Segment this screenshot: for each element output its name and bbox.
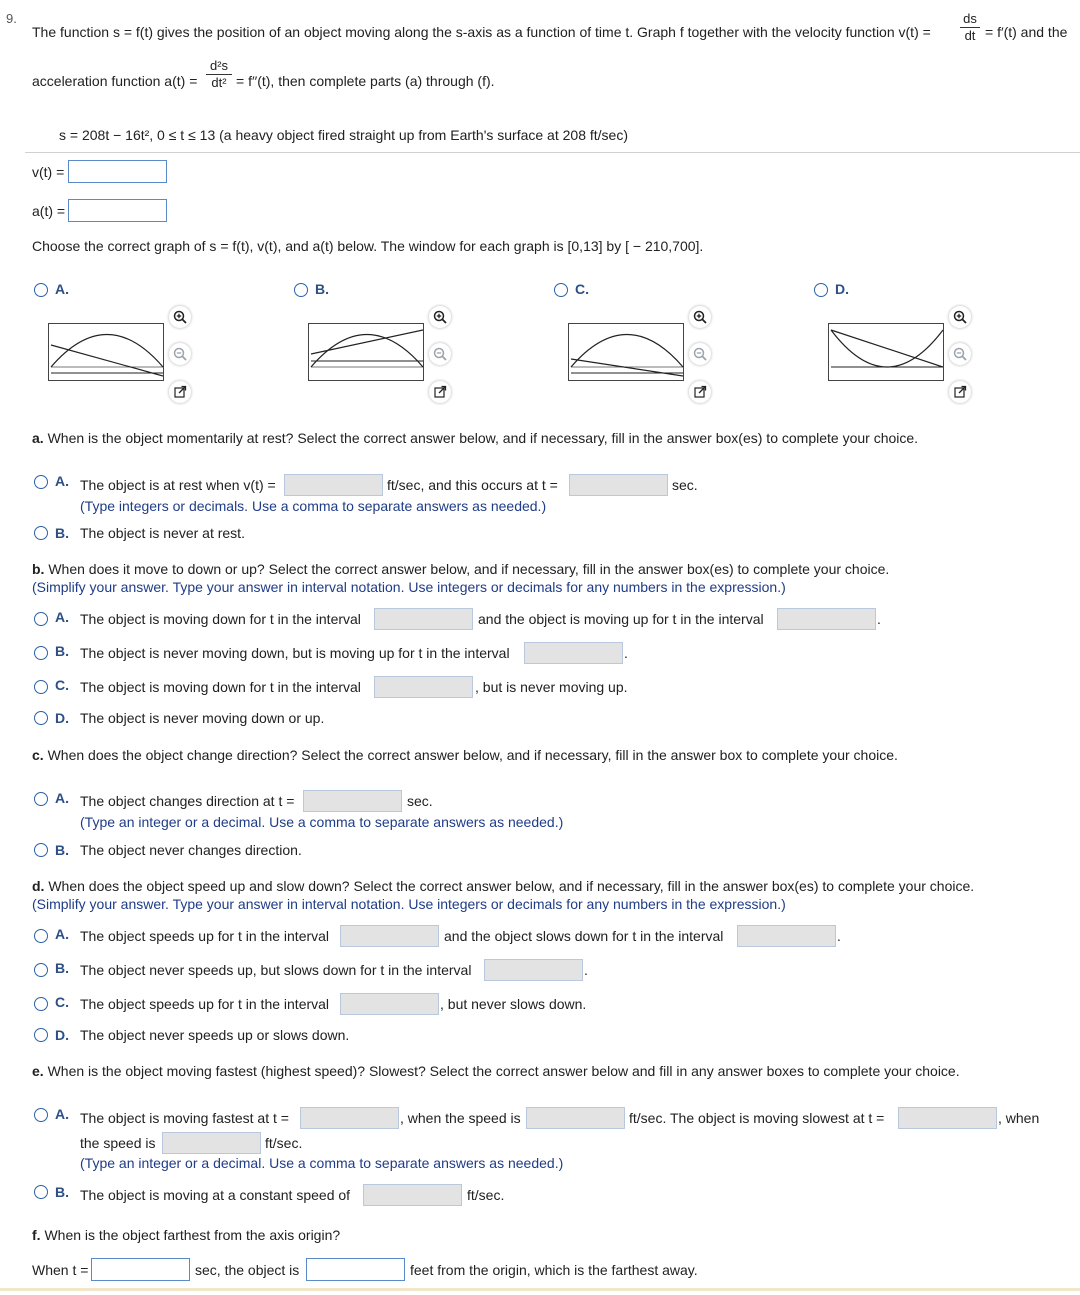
part-d-option-c-text2: , but never slows down. — [440, 996, 587, 1012]
part-d-option-d-letter: D. — [55, 1027, 69, 1043]
part-f-prompt: f. When is the object farthest from the axis origin? — [32, 1227, 341, 1243]
part-a-option-b-text: The object is never at rest. — [80, 525, 245, 541]
part-d-option-c-interval-input[interactable] — [340, 993, 439, 1015]
part-c-prompt: c. When does the object change direction? Select the correct answer below, and if necessary, fill in the answer box to complete your choice. — [32, 747, 898, 763]
graph-a-velocity-line — [51, 345, 163, 376]
part-b-prompt: b. When does it move to down or up? Select the correct answer below, and if necessary, fill in the answer box(es) to complete your choice. — [32, 561, 890, 577]
graph-option-b-letter: B. — [315, 281, 329, 297]
part-a-option-a-text2: ft/sec, and this occurs at t = — [387, 477, 558, 493]
part-d-option-a-text3: . — [837, 928, 841, 944]
part-e-option-a-radio[interactable] — [34, 1108, 48, 1122]
part-d-option-c-letter: C. — [55, 994, 69, 1010]
intro-line2: acceleration function a(t) = — [32, 73, 198, 89]
part-d-option-b-letter: B. — [55, 960, 69, 976]
part-a-velocity-input[interactable] — [284, 474, 383, 496]
part-b-hint: (Simplify your answer. Type your answer in interval notation. Use integers or decimals for any numbers in the expression.) — [32, 579, 786, 595]
part-d-prompt: d. When does the object speed up and slow down? Select the correct answer below, and if necessary, fill in the answer box(es) to complete your choice. — [32, 878, 975, 894]
part-b-option-a-letter: A. — [55, 609, 69, 625]
graph-option-c-letter: C. — [575, 281, 589, 297]
d2s-numerator: d²s — [209, 58, 229, 73]
part-c-option-b-letter: B. — [55, 842, 69, 858]
graph-b-thumbnail[interactable] — [308, 323, 424, 381]
part-f-prompt-text: When is the object farthest from the axis origin? — [40, 1227, 341, 1243]
part-e-option-a-text2: , when the speed is — [400, 1110, 521, 1126]
part-b-option-b-radio[interactable] — [34, 646, 48, 660]
part-e-prompt-text: When is the object moving fastest (highest speed)? Slowest? Select the correct answer below and fill in any answer boxes to complete your choice. — [43, 1063, 960, 1079]
vt-input[interactable] — [68, 160, 167, 183]
intro-line1: The function s = f(t) gives the position of an object moving along the s-axis as a function of time t. Graph f together with the velocity function v(t) = — [32, 24, 931, 40]
graph-c-zoom-out-icon[interactable] — [689, 343, 711, 365]
part-f-time-input[interactable] — [91, 1258, 190, 1281]
part-c-prompt-text: When does the object change direction? Select the correct answer below, and if necessary, fill in the answer box to complete your choice. — [43, 747, 898, 763]
graph-a-zoom-out-icon[interactable] — [169, 343, 191, 365]
part-e-option-b-text1: The object is moving at a constant speed of — [80, 1187, 351, 1203]
part-d-option-c-text1: The object speeds up for t in the interval — [80, 996, 330, 1012]
part-b-option-b-letter: B. — [55, 643, 69, 659]
part-d-option-a-letter: A. — [55, 926, 69, 942]
part-b-option-c-letter: C. — [55, 677, 69, 693]
intro-line1-end: = f′(t) and the — [985, 24, 1068, 40]
at-input[interactable] — [68, 199, 167, 222]
part-e-fastest-time-input[interactable] — [300, 1107, 399, 1129]
graph-b-enlarge-icon[interactable] — [429, 381, 451, 403]
part-c-option-a-letter: A. — [55, 790, 69, 806]
part-e-constant-speed-input[interactable] — [363, 1184, 462, 1206]
part-d-option-b-text1: The object never speeds up, but slows down for t in the interval — [80, 962, 472, 978]
ds-numerator: ds — [963, 11, 977, 26]
part-e-option-a-text6: ft/sec. — [265, 1135, 303, 1151]
graph-c-thumbnail[interactable] — [568, 323, 684, 381]
ds-dt-fraction — [960, 12, 980, 43]
part-e-option-b-text2: ft/sec. — [467, 1187, 505, 1203]
part-d-option-c-radio[interactable] — [34, 997, 48, 1011]
graph-prompt: Choose the correct graph of s = f(t), v(t), and a(t) below. The window for each graph is [0,13] by [ − 210,700]. — [32, 238, 704, 254]
graph-d-enlarge-icon[interactable] — [949, 381, 971, 403]
intro-line2-end: = f′′(t), then complete parts (a) through (f). — [236, 73, 495, 89]
part-e-hint: (Type an integer or a decimal. Use a comma to separate answers as needed.) — [80, 1155, 564, 1171]
graph-c-zoom-in-icon[interactable] — [689, 306, 711, 328]
part-e-option-b-letter: B. — [55, 1184, 69, 1200]
part-e-prompt: e. When is the object moving fastest (highest speed)? Slowest? Select the correct answer below and fill in any answer boxes to complete your choice. — [32, 1063, 960, 1079]
part-b-prompt-text: When does it move to down or up? Select the correct answer below, and if necessary, fill in the answer box(es) to complete your choice. — [44, 561, 890, 577]
footer-border — [0, 1288, 1080, 1291]
graph-option-a-radio[interactable] — [34, 283, 48, 297]
graph-option-b-radio[interactable] — [294, 283, 308, 297]
part-b-option-c-text1: The object is moving down for t in the interval — [80, 679, 361, 695]
part-b-option-a-text2: and the object is moving up for t in the interval — [478, 611, 764, 627]
part-d-option-d-radio[interactable] — [34, 1028, 48, 1042]
part-e-option-a-text5: the speed is — [80, 1135, 156, 1151]
part-b-down-interval-input[interactable] — [374, 608, 473, 630]
graph-option-c-radio[interactable] — [554, 283, 568, 297]
graph-a-position-curve — [51, 335, 163, 368]
graph-d-zoom-in-icon[interactable] — [949, 306, 971, 328]
question-number: 9. — [6, 11, 17, 26]
part-b-option-b-text2: . — [624, 645, 628, 661]
part-d-option-a-text1: The object speeds up for t in the interval — [80, 928, 330, 944]
part-c-option-b-radio[interactable] — [34, 843, 48, 857]
graph-c-enlarge-icon[interactable] — [689, 381, 711, 403]
part-e-slowest-speed-input[interactable] — [162, 1132, 261, 1154]
part-b-option-c-text2: , but is never moving up. — [475, 679, 628, 695]
part-b-option-b-interval-input[interactable] — [524, 642, 623, 664]
graph-option-d-letter: D. — [835, 281, 849, 297]
part-d-option-a-radio[interactable] — [34, 929, 48, 943]
part-b-option-a-radio[interactable] — [34, 612, 48, 626]
part-e-slowest-time-input[interactable] — [898, 1107, 997, 1129]
part-d-option-b-interval-input[interactable] — [484, 959, 583, 981]
graph-b-zoom-out-icon[interactable] — [429, 343, 451, 365]
part-b-option-c-interval-input[interactable] — [374, 676, 473, 698]
part-e-option-a-text4: , when — [998, 1110, 1040, 1126]
part-a-option-b-radio[interactable] — [34, 526, 48, 540]
dt-denominator: dt — [964, 28, 976, 43]
part-d-option-d-text: The object never speeds up or slows down. — [80, 1027, 350, 1043]
graph-a-enlarge-icon[interactable] — [169, 381, 191, 403]
part-f-text2: sec, the object is — [195, 1262, 300, 1278]
part-e-option-a-text1: The object is moving fastest at t = — [80, 1110, 289, 1126]
graph-a-zoom-in-icon[interactable] — [169, 306, 191, 328]
part-a-option-b-letter: B. — [55, 525, 69, 541]
part-a-prompt-text: When is the object momentarily at rest? Select the correct answer below, and if necessary, fill in the answer box(es) to complete your choice. — [43, 430, 919, 446]
dt2-denominator: dt² — [211, 75, 227, 90]
part-b-option-b-text1: The object is never moving down, but is moving up for t in the interval — [80, 645, 510, 661]
part-a-prompt: a. When is the object momentarily at rest? Select the correct answer below, and if necessary, fill in the answer box(es) to complete your choice. — [32, 430, 919, 446]
divider — [25, 152, 1080, 153]
part-e-option-a-text3: ft/sec. The object is moving slowest at t = — [629, 1110, 885, 1126]
part-a-option-a-letter: A. — [55, 473, 69, 489]
part-d-hint: (Simplify your answer. Type your answer in interval notation. Use integers or decimals for any numbers in the expression.) — [32, 896, 786, 912]
part-b-option-a-text3: . — [877, 611, 881, 627]
part-c-option-a-radio[interactable] — [34, 792, 48, 806]
part-f-distance-input[interactable] — [306, 1258, 405, 1281]
part-b-up-interval-input[interactable] — [777, 608, 876, 630]
part-d-prompt-text: When does the object speed up and slow down? Select the correct answer below, and if necessary, fill in the answer box(es) to complete your choice. — [44, 878, 975, 894]
part-c-option-a-text1: The object changes direction at t = — [80, 793, 295, 809]
graph-d-zoom-out-icon[interactable] — [949, 343, 971, 365]
part-e-option-b-radio[interactable] — [34, 1185, 48, 1199]
d2s-dt2-fraction — [206, 59, 232, 90]
part-e-option-a-letter: A. — [55, 1106, 69, 1122]
part-b-option-a-text1: The object is moving down for t in the interval — [80, 611, 361, 627]
at-label: a(t) = — [32, 203, 66, 219]
part-a-time-input[interactable] — [569, 474, 668, 496]
graph-option-d-radio[interactable] — [814, 283, 828, 297]
part-a-option-a-text1: The object is at rest when v(t) = — [80, 477, 276, 493]
part-c-time-input[interactable] — [303, 790, 402, 812]
graph-a-thumbnail[interactable] — [48, 323, 164, 381]
part-c-option-b-text: The object never changes direction. — [80, 842, 302, 858]
part-d-slowdown-interval-input[interactable] — [737, 925, 836, 947]
graph-option-a-letter: A. — [55, 281, 69, 297]
given-function: s = 208t − 16t², 0 ≤ t ≤ 13 (a heavy object fired straight up from Earth's surface at 208 ft/sec) — [59, 127, 628, 143]
part-c-option-a-text2: sec. — [407, 793, 433, 809]
part-b-option-d-letter: D. — [55, 710, 69, 726]
part-a-hint: (Type integers or decimals. Use a comma to separate answers as needed.) — [80, 498, 547, 514]
graph-d-thumbnail[interactable] — [828, 323, 944, 381]
part-b-option-c-radio[interactable] — [34, 680, 48, 694]
part-d-speedup-interval-input[interactable] — [340, 925, 439, 947]
part-d-option-b-text2: . — [584, 962, 588, 978]
part-b-option-d-radio[interactable] — [34, 711, 48, 725]
part-a-option-a-radio[interactable] — [34, 475, 48, 489]
part-f-text1: When t = — [32, 1262, 89, 1278]
part-f-text3: feet from the origin, which is the farthest away. — [410, 1262, 698, 1278]
part-d-option-b-radio[interactable] — [34, 963, 48, 977]
part-a-option-a-text3: sec. — [672, 477, 698, 493]
vt-label: v(t) = — [32, 164, 65, 180]
part-d-option-a-text2: and the object slows down for t in the interval — [444, 928, 724, 944]
part-c-hint: (Type an integer or a decimal. Use a comma to separate answers as needed.) — [80, 814, 564, 830]
part-e-fastest-speed-input[interactable] — [526, 1107, 625, 1129]
graph-b-zoom-in-icon[interactable] — [429, 306, 451, 328]
part-b-option-d-text: The object is never moving down or up. — [80, 710, 325, 726]
